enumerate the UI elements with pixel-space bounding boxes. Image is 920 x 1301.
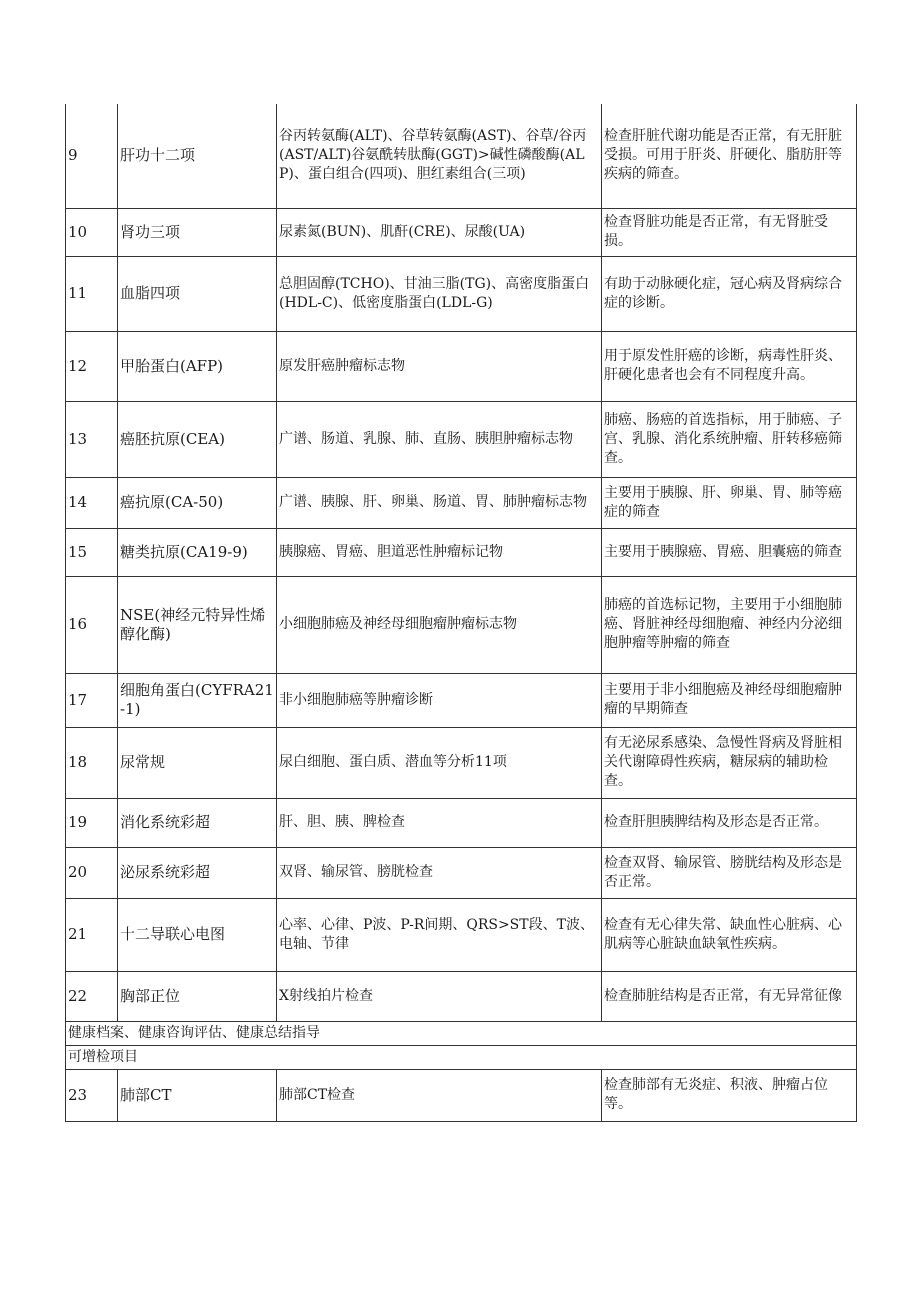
table-row bbox=[66, 1069, 857, 1121]
item-purpose: 有助于动脉硬化症，冠心病及肾病综合症的诊断。 bbox=[602, 256, 857, 331]
item-purpose: 肺癌、肠癌的首选指标，用于肺癌、子宫、乳腺、消化系统肿瘤、肝转移癌筛查。 bbox=[602, 401, 857, 477]
table-row bbox=[66, 798, 857, 847]
table-row bbox=[66, 898, 857, 971]
item-content: 尿白细胞、蛋白质、潜血等分析11项 bbox=[277, 727, 602, 798]
item-name: 血脂四项 bbox=[118, 256, 277, 331]
item-number: 11 bbox=[66, 256, 118, 331]
item-name: 泌尿系统彩超 bbox=[118, 847, 277, 898]
item-number: 16 bbox=[66, 576, 118, 673]
service-line: 健康档案、健康咨询评估、健康总结指导 bbox=[66, 1021, 857, 1045]
item-purpose: 检查肺脏结构是否正常，有无异常征像 bbox=[602, 971, 857, 1021]
table-row bbox=[66, 528, 857, 576]
item-name: NSE(神经元特异性烯醇化酶) bbox=[118, 576, 277, 673]
item-name: 癌胚抗原(CEA) bbox=[118, 401, 277, 477]
item-content: 广谱、胰腺、肝、卵巢、肠道、胃、肺肿瘤标志物 bbox=[277, 477, 602, 528]
item-purpose: 检查肾脏功能是否正常，有无肾脏受损。 bbox=[602, 208, 857, 256]
table-row bbox=[66, 847, 857, 898]
exam-items-table bbox=[65, 104, 857, 1122]
item-purpose: 检查有无心律失常、缺血性心脏病、心肌病等心脏缺血缺氧性疾病。 bbox=[602, 898, 857, 971]
item-purpose: 检查双肾、输尿管、膀胱结构及形态是否正常。 bbox=[602, 847, 857, 898]
item-number: 17 bbox=[66, 673, 118, 727]
item-purpose: 主要用于非小细胞癌及神经母细胞瘤肿瘤的早期筛查 bbox=[602, 673, 857, 727]
item-purpose: 有无泌尿系感染、急慢性肾病及肾脏相关代谢障碍性疾病，糖尿病的辅助检查。 bbox=[602, 727, 857, 798]
item-number: 21 bbox=[66, 898, 118, 971]
item-number: 18 bbox=[66, 727, 118, 798]
item-number: 15 bbox=[66, 528, 118, 576]
item-purpose: 肺癌的首选标记物，主要用于小细胞肺癌、肾脏神经母细胞瘤、神经内分泌细胞肿瘤等肿瘤的筛查 bbox=[602, 576, 857, 673]
item-purpose: 检查肝胆胰脾结构及形态是否正常。 bbox=[602, 798, 857, 847]
item-name: 肾功三项 bbox=[118, 208, 277, 256]
table-row bbox=[66, 576, 857, 673]
item-number: 19 bbox=[66, 798, 118, 847]
item-number: 22 bbox=[66, 971, 118, 1021]
item-purpose: 主要用于胰腺癌、胃癌、胆囊癌的筛查 bbox=[602, 528, 857, 576]
table-row bbox=[66, 256, 857, 331]
item-name: 十二导联心电图 bbox=[118, 898, 277, 971]
item-content: 非小细胞肺癌等肿瘤诊断 bbox=[277, 673, 602, 727]
item-number: 23 bbox=[66, 1069, 118, 1121]
item-purpose: 主要用于胰腺、肝、卵巢、胃、肺等癌症的筛查 bbox=[602, 477, 857, 528]
item-content: 谷丙转氨酶(ALT)、谷草转氨酶(AST)、谷草/谷丙(AST/ALT)谷氨酰转肽酶(GGT)>碱性磷酸酶(ALP)、蛋白组合(四项)、胆红素组合(三项) bbox=[277, 104, 602, 208]
item-content: 原发肝癌肿瘤标志物 bbox=[277, 331, 602, 401]
item-content: 总胆固醇(TCHO)、甘油三脂(TG)、高密度脂蛋白(HDL-C)、低密度脂蛋白(LDL-G) bbox=[277, 256, 602, 331]
item-purpose: 用于原发性肝癌的诊断，病毒性肝炎、肝硬化患者也会有不同程度升高。 bbox=[602, 331, 857, 401]
item-name: 细胞角蛋白(CYFRA21-1) bbox=[118, 673, 277, 727]
item-number: 13 bbox=[66, 401, 118, 477]
item-content: 心率、心律、P波、P-R间期、QRS>ST段、T波、电轴、节律 bbox=[277, 898, 602, 971]
item-number: 9 bbox=[66, 104, 118, 208]
item-name: 甲胎蛋白(AFP) bbox=[118, 331, 277, 401]
item-number: 20 bbox=[66, 847, 118, 898]
table-row bbox=[66, 477, 857, 528]
item-name: 胸部正位 bbox=[118, 971, 277, 1021]
item-content: 肝、胆、胰、脾检查 bbox=[277, 798, 602, 847]
item-number: 14 bbox=[66, 477, 118, 528]
item-content: 双肾、输尿管、膀胱检查 bbox=[277, 847, 602, 898]
item-name: 消化系统彩超 bbox=[118, 798, 277, 847]
item-content: 广谱、肠道、乳腺、肺、直肠、胰胆肿瘤标志物 bbox=[277, 401, 602, 477]
table-row bbox=[66, 104, 857, 208]
item-number: 12 bbox=[66, 331, 118, 401]
item-name: 肝功十二项 bbox=[118, 104, 277, 208]
table-row bbox=[66, 401, 857, 477]
item-content: X射线拍片检查 bbox=[277, 971, 602, 1021]
table-row bbox=[66, 208, 857, 256]
item-name: 糖类抗原(CA19-9) bbox=[118, 528, 277, 576]
item-number: 10 bbox=[66, 208, 118, 256]
item-content: 肺部CT检查 bbox=[277, 1069, 602, 1121]
item-name: 癌抗原(CA-50) bbox=[118, 477, 277, 528]
table-row bbox=[66, 971, 857, 1021]
table-row bbox=[66, 673, 857, 727]
item-content: 尿素氮(BUN)、肌酐(CRE)、尿酸(UA) bbox=[277, 208, 602, 256]
optional-items-heading: 可增检项目 bbox=[66, 1045, 857, 1069]
table-row bbox=[66, 727, 857, 798]
section-heading-row bbox=[66, 1045, 857, 1069]
item-name: 尿常规 bbox=[118, 727, 277, 798]
item-purpose: 检查肺部有无炎症、积液、肿瘤占位等。 bbox=[602, 1069, 857, 1121]
item-name: 肺部CT bbox=[118, 1069, 277, 1121]
table-row bbox=[66, 331, 857, 401]
item-content: 胰腺癌、胃癌、胆道恶性肿瘤标记物 bbox=[277, 528, 602, 576]
item-content: 小细胞肺癌及神经母细胞瘤肿瘤标志物 bbox=[277, 576, 602, 673]
service-row bbox=[66, 1021, 857, 1045]
item-purpose: 检查肝脏代谢功能是否正常，有无肝脏受损。可用于肝炎、肝硬化、脂肪肝等疾病的筛查。 bbox=[602, 104, 857, 208]
